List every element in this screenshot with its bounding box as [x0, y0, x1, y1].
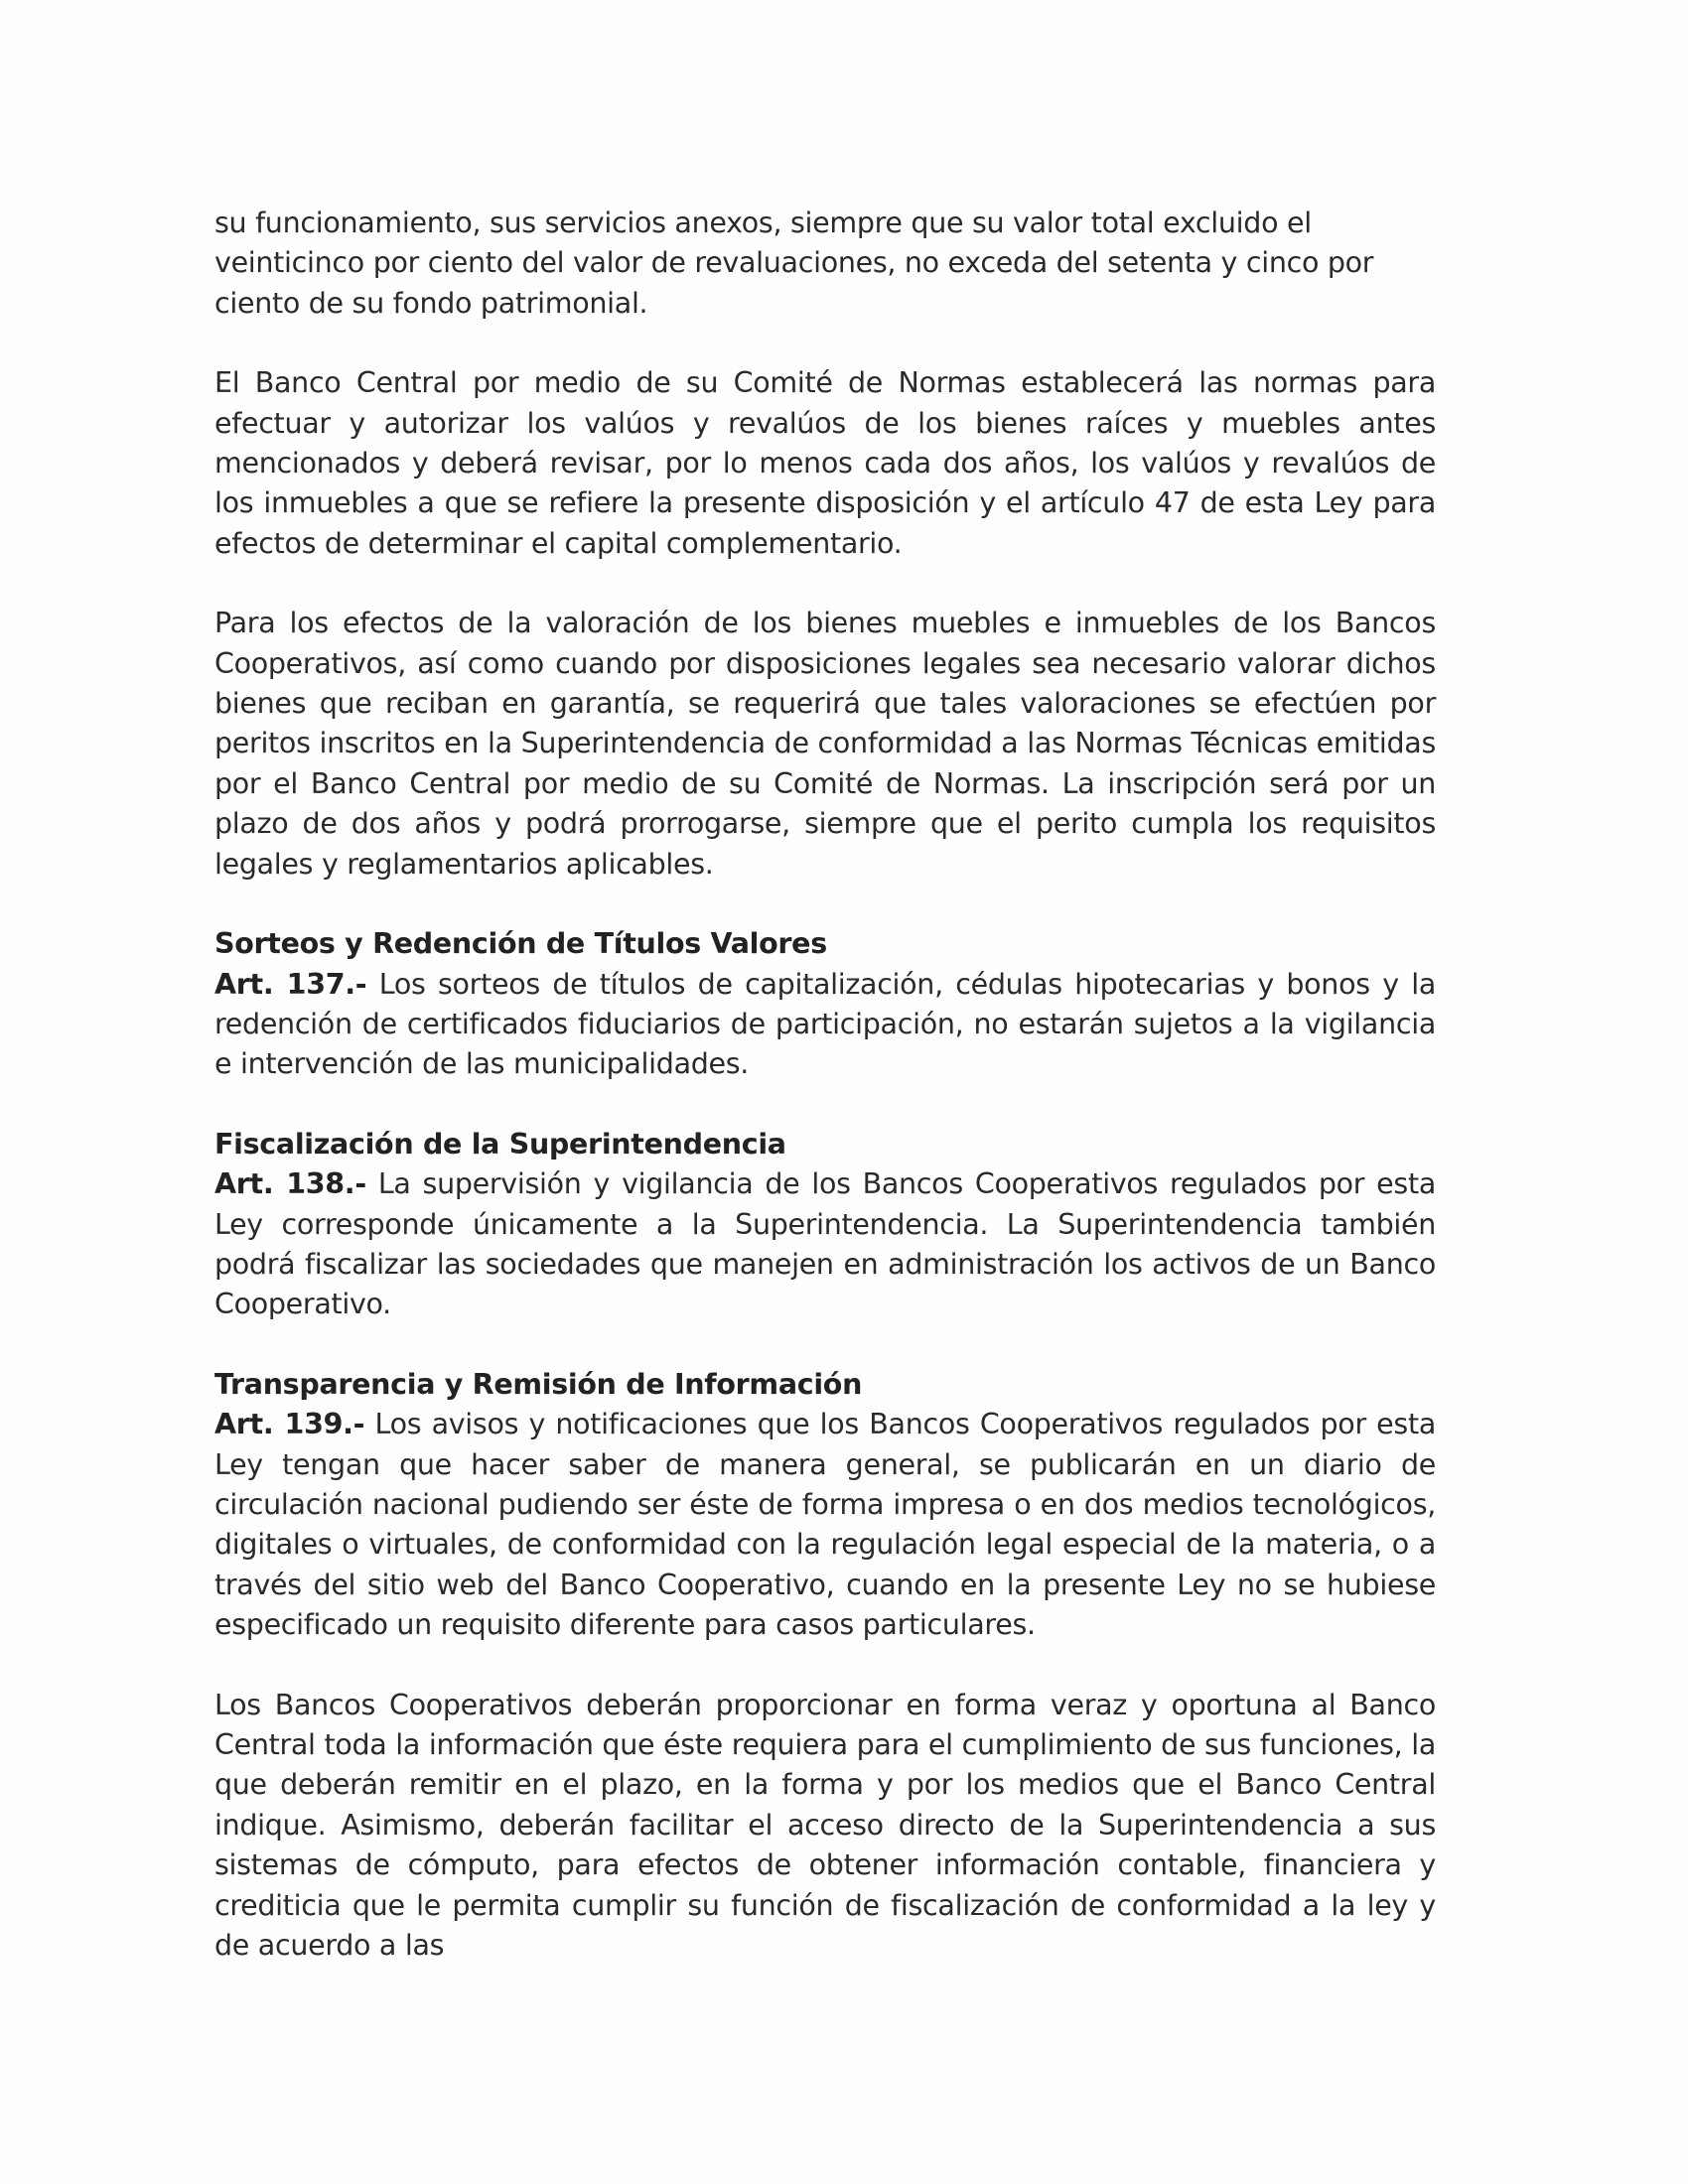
- paragraph-funcionamiento: su funcionamiento, sus servicios anexos, siempre que su valor total excluido el veinticinco por ciento del valor de revaluaciones, no exceda del setenta y cinco por ciento de su fondo patrimonial.: [214, 206, 1374, 320]
- document-body: [214, 204, 1436, 2005]
- article-137-text: Los sorteos de títulos de capitalización, cédulas hipotecarias y bonos y la redención de certificados fiduciarios de participación, no estarán sujetos a la vigilancia e intervención de las municipalidades.: [214, 967, 1436, 1081]
- section-art-137: [214, 924, 1436, 1085]
- section-heading-fiscalizacion: Fiscalización de la Superintendencia: [214, 1127, 786, 1160]
- paragraph-valoracion-bienes: Para los efectos de la valoración de los bienes muebles e inmuebles de los Bancos Cooperativos, así como cuando por disposiciones legales sea necesario valorar dichos bienes que reciban en garantía, se requerirá que tales valoraciones se efectúen por peritos inscritos en la Superintendencia de conformidad a las Normas Técnicas emitidas por el Banco Central por medio de su Comité de Normas. La inscripción será por un plazo de dos años y podrá prorrogarse, siempre que el perito cumpla los requisitos legales y reglamentarios aplicables.: [214, 607, 1436, 881]
- paragraph-comite-normas: El Banco Central por medio de su Comité de Normas establecerá las normas para efectuar y autorizar los valúos y revalúos de los bienes raíces y muebles antes mencionados y deberá revisar, por lo menos cada dos años, los valúos y revalúos de los inmuebles a que se refiere la presente disposición y el artículo 47 de esta Ley para efectos de determinar el capital complementario.: [214, 366, 1436, 560]
- section-art-139: [214, 1365, 1436, 1646]
- section-heading-sorteos: Sorteos y Redención de Títulos Valores: [214, 927, 827, 961]
- section-heading-transparencia: Transparencia y Remisión de Información: [214, 1367, 863, 1401]
- article-138: [214, 1164, 1436, 1325]
- article-139: [214, 1405, 1436, 1645]
- article-138-label: Art. 138.-: [214, 1167, 366, 1201]
- section-art-138: [214, 1125, 1436, 1325]
- article-137-label: Art. 137.-: [214, 967, 367, 1001]
- article-137: [214, 965, 1436, 1085]
- article-139-label: Art. 139.-: [214, 1408, 365, 1441]
- article-139-text: Los avisos y notificaciones que los Bancos Cooperativos regulados por esta Ley tengan que hacer saber de manera general, se publicarán en un diario de circulación nacional pudiendo ser éste de forma impresa o en dos medios tecnológicos, digitales o virtuales, de conformidad con la regulación legal especial de la materia, o a través del sitio web del Banco Cooperativo, cuando en la presente Ley no se hubiese especificado un requisito diferente para casos particulares.: [214, 1408, 1436, 1642]
- paragraph-remision-informacion: Los Bancos Cooperativos deberán proporcionar en forma veraz y oportuna al Banco Central toda la información que éste requiera para el cumplimiento de sus funciones, la que deberán remitir en el plazo, en la forma y por los medios que el Banco Central indique. Asimismo, deberán facilitar el acceso directo de la Superintendencia a sus sistemas de cómputo, para efectos de obtener información contable, financiera y crediticia que le permita cumplir su función de fiscalización de conformidad a la ley y de acuerdo a las: [214, 1688, 1436, 1963]
- article-138-text: La supervisión y vigilancia de los Bancos Cooperativos regulados por esta Ley corresponde únicamente a la Superintendencia. La Superintendencia también podrá fiscalizar las sociedades que manejen en administración los activos de un Banco Cooperativo.: [214, 1167, 1437, 1321]
